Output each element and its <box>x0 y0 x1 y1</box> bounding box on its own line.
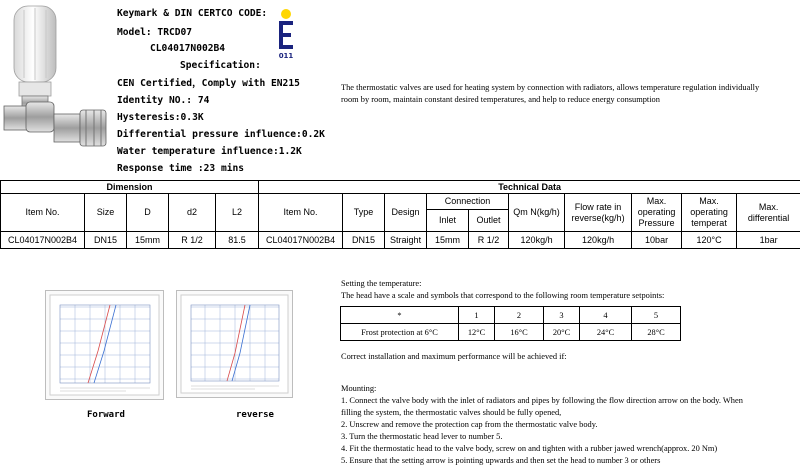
setpoint-symbol-3: 3 <box>544 307 580 324</box>
setpoint-symbol-frost: * <box>341 307 459 324</box>
dimension-header: Dimension <box>1 181 259 194</box>
col-qm: Qm N(kg/h) <box>509 194 565 232</box>
forward-chart-graphic <box>46 291 163 399</box>
mounting-step: 3. Turn the thermostatic head lever to number 5. <box>341 432 503 441</box>
col-connection: Connection <box>427 194 509 210</box>
setpoint-value-frost: Frost protection at 6°C <box>341 324 459 341</box>
technical-data-header: Technical Data <box>259 181 800 194</box>
col-item-no-2: Item No. <box>259 194 343 232</box>
setpoint-value-3: 20°C <box>544 324 580 341</box>
mounting-title: Mounting: <box>341 384 377 393</box>
keymark-logo <box>271 8 301 62</box>
col-size: Size <box>85 194 127 232</box>
table-row <box>1 232 800 249</box>
setpoint-symbol-4: 4 <box>580 307 632 324</box>
keymark-logo-icon <box>271 8 301 52</box>
col-max-differential: Max. differential <box>737 194 800 232</box>
keymark-number: 011 <box>278 52 294 60</box>
cell-item-no-2: CL04017N002B4 <box>259 232 343 249</box>
cell-size: DN15 <box>85 232 127 249</box>
mounting-step: 2. Unscrew and remove the protection cap from the thermostatic valve body. <box>341 420 598 429</box>
mounting-step: filling the system, the thermostatic valves should be fully opened, <box>341 408 562 417</box>
setting-title: Setting the temperature: <box>341 279 422 288</box>
thermostatic-valve-photo <box>2 2 110 172</box>
setpoint-value-4: 24°C <box>580 324 632 341</box>
identity-number: Identity NO.: 74 <box>117 95 210 106</box>
installation-note: Correct installation and maximum performance will be achieved if: <box>341 352 567 361</box>
cell-max-pressure: 10bar <box>632 232 682 249</box>
cell-flow-reverse: 120kg/h <box>565 232 632 249</box>
mounting-step: 4. Fit the thermostatic head to the valve body, screw on and tighten with a rubber jawed wrench(approx. 20 Nm) <box>341 444 718 453</box>
col-d: D <box>127 194 169 232</box>
cell-d2: R 1/2 <box>169 232 216 249</box>
col-d2: d2 <box>169 194 216 232</box>
cell-l2: 81.5 <box>216 232 259 249</box>
specification-heading: Specification: <box>180 60 261 71</box>
setpoint-value-1: 12°C <box>459 324 495 341</box>
setpoint-header-row <box>341 307 681 324</box>
setpoint-value-5: 28°C <box>632 324 681 341</box>
col-max-pressure: Max. operating Pressure <box>632 194 682 232</box>
reverse-chart-graphic <box>177 291 292 397</box>
cell-type: DN15 <box>343 232 385 249</box>
col-max-temperature: Max. operating temperat <box>682 194 737 232</box>
col-outlet: Outlet <box>469 210 509 232</box>
col-item-no: Item No. <box>1 194 85 232</box>
cell-max-differential: 1bar <box>737 232 800 249</box>
cell-inlet: 15mm <box>427 232 469 249</box>
cell-max-temperature: 120°C <box>682 232 737 249</box>
setpoint-value-2: 16°C <box>495 324 544 341</box>
cell-design: Straight <box>385 232 427 249</box>
forward-chart-image <box>45 290 164 400</box>
reverse-label: reverse <box>236 410 274 420</box>
mounting-step: 1. Connect the valve body with the inlet of radiators and pipes by following the flow direction arrow on the body. When <box>341 396 743 405</box>
setpoint-symbol-1: 1 <box>459 307 495 324</box>
setpoint-value-row <box>341 324 681 341</box>
technical-table <box>0 180 800 249</box>
cell-item-no: CL04017N002B4 <box>1 232 85 249</box>
reverse-chart-image <box>176 290 293 398</box>
setpoint-table <box>340 306 681 341</box>
model-code: CL04017N002B4 <box>150 43 226 54</box>
cell-qm: 120kg/h <box>509 232 565 249</box>
product-description: The thermostatic valves are used for heating system by connection with radiators, allows temperature regulation individually room by room, maintain constant desired temperatures, and help to reduce energy consumption <box>341 83 760 104</box>
col-flow-reverse: Flow rate in reverse(kg/h) <box>565 194 632 232</box>
col-l2: L2 <box>216 194 259 232</box>
col-type: Type <box>343 194 385 232</box>
model-line: Model: TRCD07 <box>117 27 193 38</box>
cen-certified: CEN Certified，Comply with EN215 <box>117 78 300 89</box>
hysteresis: Hysteresis:0.3K <box>117 112 204 123</box>
forward-label: Forward <box>87 410 125 420</box>
setpoint-symbol-5: 5 <box>632 307 681 324</box>
col-inlet: Inlet <box>427 210 469 232</box>
differential-pressure: Differential pressure influence:0.2K <box>117 129 325 140</box>
cell-outlet: R 1/2 <box>469 232 509 249</box>
setting-intro: The head have a scale and symbols that correspond to the following room temperature setpoints: <box>341 291 665 300</box>
water-temperature: Water temperature influence:1.2K <box>117 146 302 157</box>
mounting-step: 5. Ensure that the setting arrow is pointing upwards and then set the head to number 3 or others <box>341 456 661 465</box>
setpoint-symbol-2: 2 <box>495 307 544 324</box>
cell-d: 15mm <box>127 232 169 249</box>
col-design: Design <box>385 194 427 232</box>
response-time: Response time :23 mins <box>117 163 245 174</box>
certco-code-label: Keymark & DIN CERTCO CODE: <box>117 8 268 19</box>
